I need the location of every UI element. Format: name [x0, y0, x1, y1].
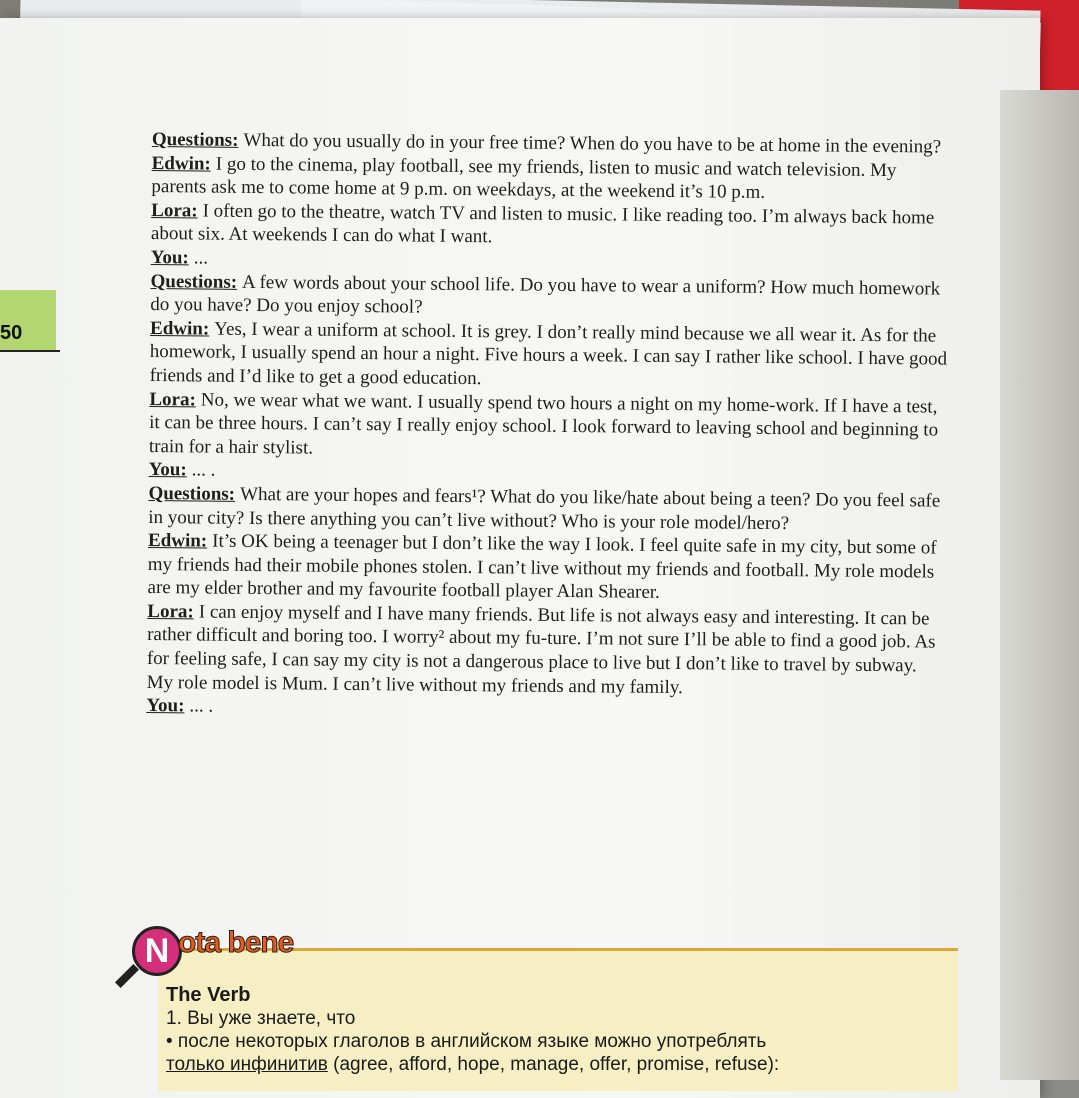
dialog-line [147, 529, 948, 607]
dialog-text: ... . [191, 459, 216, 481]
dialog-text: What do you usually do in your free time? When do you have to be at home in the evening? [243, 129, 942, 158]
page-number: 50 [0, 322, 23, 344]
speaker-label: Edwin: [147, 530, 208, 552]
speaker-label: You: [150, 246, 189, 269]
dialog-text: It’s OK being a teenager but I don’t like the way I look. I feel quite safe in my city, but some of my friends had their mobile phones stolen. I can’t live without my friends and football. My role models are my elder brother and my favourite football player Alan Shearer. [147, 530, 937, 604]
dialog-line [150, 317, 951, 395]
dialog-text: What are your hopes and fears¹? What do you like/hate about being a teen? Do you feel safe in your city? Is there anything you can’t live without? Who is your role model/hero? [148, 483, 941, 534]
speaker-label: Lora: [147, 600, 194, 623]
dialog-text: ... [193, 247, 209, 269]
nota-bene-line: • после некоторых глаголов в английском языке можно употреблять [166, 1031, 767, 1052]
speaker-label: Questions: [151, 128, 239, 151]
dialog-text: I go to the cinema, play football, see my friends, listen to music and watch television. My parents ask me to come home at 9 p.m. on weekdays, at the weekend it’s 10 p.m. [151, 153, 897, 204]
speaker-label: Lora: [151, 199, 198, 222]
underlined-term: только инфинитив [166, 1054, 328, 1075]
nota-bene-content [166, 984, 956, 1076]
speaker-label: Lora: [149, 388, 196, 410]
dialog-line [149, 388, 950, 466]
speaker-label: Questions: [148, 482, 236, 505]
nota-bene-title: The Verb [166, 984, 251, 1006]
dialog-text: Yes, I wear a uniform at school. It is grey. I don’t really mind because we all wear it. As for the homework, I usually spend an hour a night. Five hours a week. I can say I rather like school. I have good friends and I’d like to get a good education. [149, 318, 948, 390]
interview-dialog [146, 128, 952, 725]
speaker-label: Edwin: [149, 317, 210, 340]
speaker-label: Edwin: [151, 152, 211, 175]
nota-bene-logo [108, 918, 358, 988]
speaker-label: Questions: [150, 270, 238, 293]
verb-list: (agree, afford, hope, manage, offer, promise, refuse): [327, 1054, 780, 1075]
dialog-line [151, 199, 951, 254]
dialog-text: ... . [189, 695, 214, 717]
dialog-text: A few words about your school life. Do you have to wear a uniform? How much homework do you have? Do you enjoy school? [150, 271, 941, 318]
dialog-text: No, we wear what we want. I usually spend two hours a night on my home-work. If I have a test, it can be three hours. I can’t say I really enjoy school. I look forward to leaving school and beginning to train for a hair stylist. [148, 389, 939, 459]
dialog-line [150, 270, 950, 325]
dialog-text: I can enjoy myself and I have many friends. But life is not always easy and interesting. It can be rather difficult and boring too. I worry² about my fu-ture. I’m not sure I’ll be able to find a good job. As for feeling safe, I can say my city is not a dangerous place to live but I don’t like to travel by subway. My role model is Mum. I can’t live without my friends and my family. [146, 601, 936, 698]
magnifier-icon: N [132, 926, 182, 976]
facing-page-edge [1000, 90, 1079, 1080]
magnifier-handle-icon [115, 964, 139, 988]
nota-bene-logo-text: ota bene [178, 926, 294, 959]
speaker-label: You: [146, 695, 185, 717]
tab-rule [0, 350, 60, 352]
speaker-label: You: [148, 459, 187, 481]
dialog-line [148, 482, 948, 537]
dialog-line [151, 152, 951, 207]
dialog-text: I often go to the theatre, watch TV and listen to music. I like reading too. I’m always back home about six. At weekends I can do what I want. [150, 200, 935, 248]
nota-bene-section [108, 918, 968, 1088]
nota-bene-line: 1. Вы уже знаете, что [166, 1008, 356, 1029]
dialog-line [147, 600, 948, 702]
nota-bene-line [166, 1053, 956, 1076]
